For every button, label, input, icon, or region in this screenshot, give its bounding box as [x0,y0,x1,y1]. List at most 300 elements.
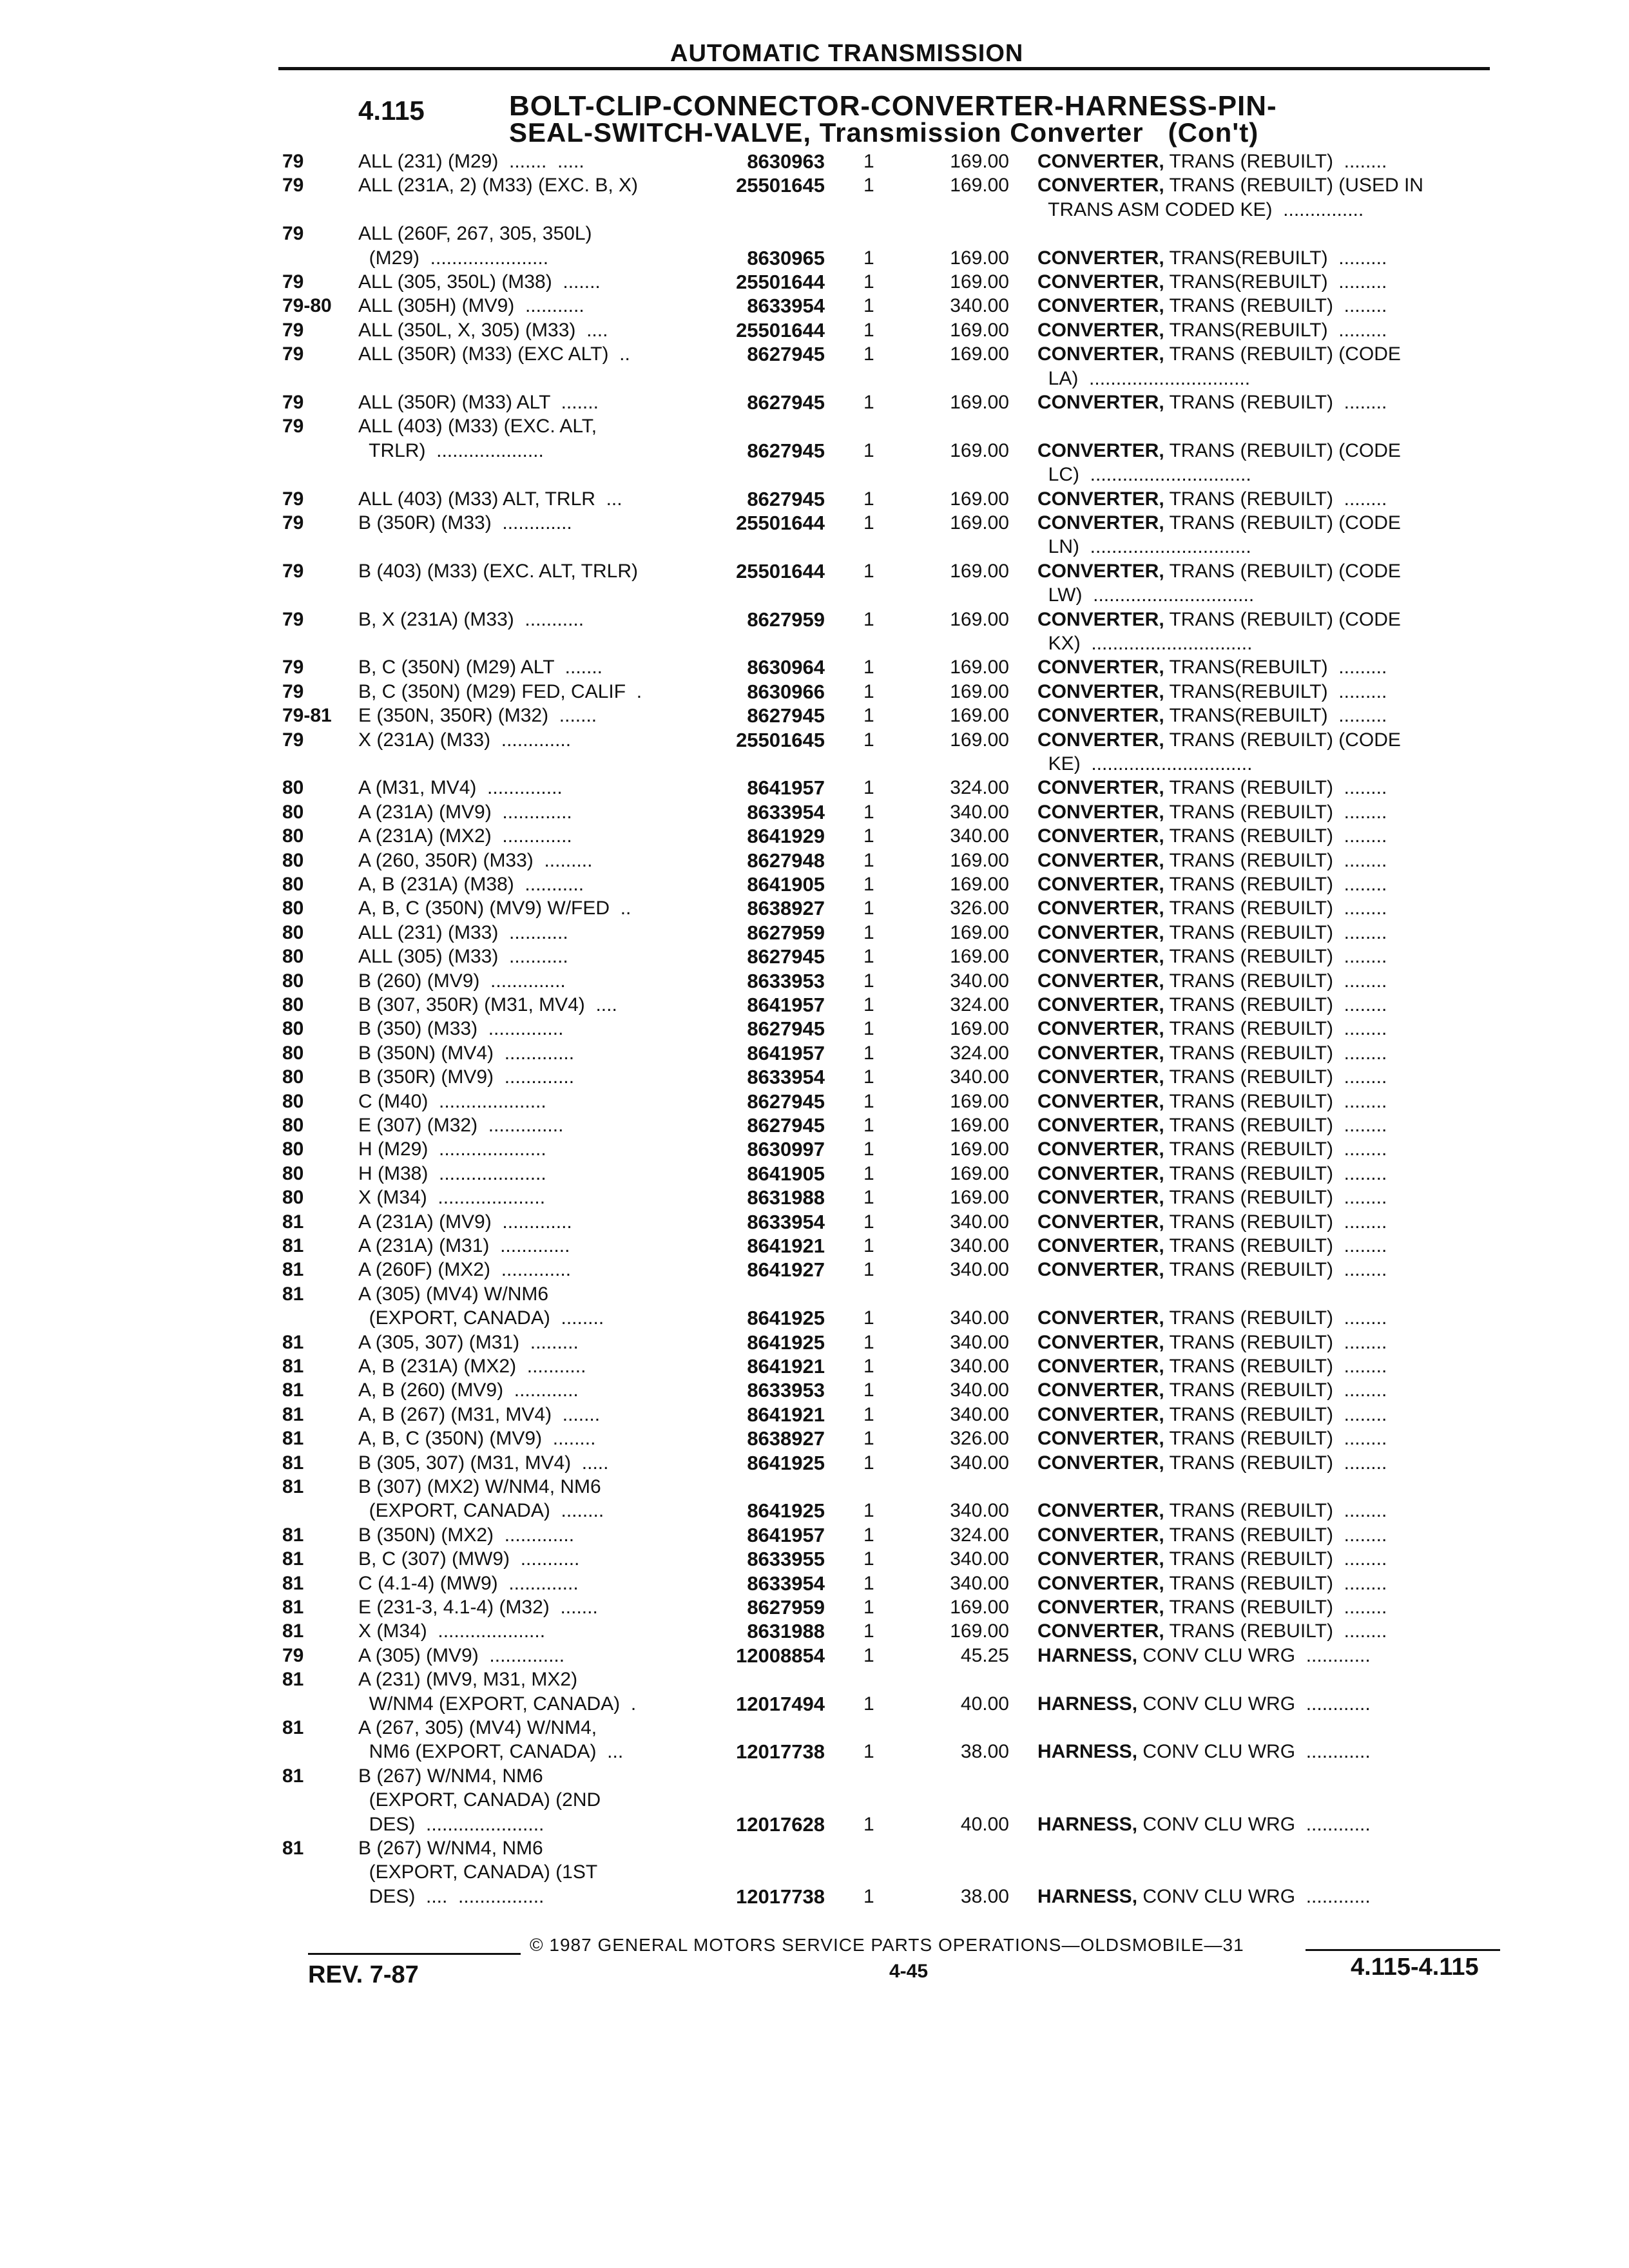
part-name-bold: CONVERTER, [1037,247,1164,269]
application-cell: ALL (231) (M33) ........... [358,922,568,943]
application-cell: (EXPORT, CANADA) (2ND [358,1789,601,1811]
description-cell: CONVERTER, TRANS (REBUILT) (CODE [1037,609,1401,630]
quantity-cell: 1 [863,609,874,630]
part-name-bold: CONVERTER, [1037,657,1164,678]
quantity-cell: 1 [863,1452,874,1474]
section-title-line2-rest: Transmission Converter [811,117,1144,148]
quantity-cell: 1 [863,295,874,316]
year-cell: 79 [282,392,304,413]
part-name-bold: CONVERTER, [1037,1235,1164,1256]
description-cell: CONVERTER, TRANS (REBUILT) ........ [1037,1548,1387,1570]
part-name-bold: CONVERTER, [1037,320,1164,341]
year-cell: 80 [282,802,304,823]
year-cell: 79 [282,416,304,437]
description-cell: CONVERTER, TRANS (REBUILT) ........ [1037,1597,1387,1618]
section-number: 4.115 [358,95,425,126]
price-cell: 38.00 [960,1886,1009,1907]
part-name-bold: CONVERTER, [1037,946,1164,967]
description-cell: CONVERTER, TRANS (REBUILT) ........ [1037,1620,1387,1642]
year-cell: 81 [282,1669,304,1690]
description-cell: CONVERTER, TRANS (REBUILT) (CODE [1037,440,1401,461]
price-cell: 169.00 [950,343,1009,365]
application-cell: A (231A) (MV9) ............. [358,1211,572,1233]
year-cell: 81 [282,1838,304,1859]
price-cell: 38.00 [960,1741,1009,1762]
price-cell: 169.00 [950,1163,1009,1184]
year-cell: 81 [282,1765,304,1787]
price-cell: 169.00 [950,1115,1009,1136]
part-number-cell: 8630964 [747,656,825,678]
application-cell: A, B, C (350N) (MV9) ........ [358,1428,596,1449]
description-cell: CONVERTER, TRANS (REBUILT) ........ [1037,874,1387,895]
application-cell: A (305) (MV4) W/NM6 [358,1283,549,1305]
part-name-bold: CONVERTER, [1037,440,1164,461]
application-cell: A, B (260) (MV9) ............ [358,1379,579,1401]
quantity-cell: 1 [863,271,874,293]
price-cell: 169.00 [950,681,1009,702]
application-cell: C (M40) .................... [358,1091,546,1112]
year-cell: 79 [282,175,304,196]
part-name-bold: CONVERTER, [1037,970,1164,992]
year-cell: 80 [282,1043,304,1064]
application-cell: (EXPORT, CANADA) ........ [358,1307,604,1329]
quantity-cell: 1 [863,151,874,172]
price-cell: 169.00 [950,1018,1009,1039]
quantity-cell: 1 [863,1235,874,1256]
year-cell: 81 [282,1620,304,1642]
part-number-cell: 8633953 [747,970,825,992]
part-number-cell: 8638927 [747,897,825,919]
part-number-cell: 8633954 [747,1572,825,1595]
price-cell: 40.00 [960,1693,1009,1715]
part-name-bold: CONVERTER, [1037,1066,1164,1088]
year-cell: 81 [282,1452,304,1474]
price-cell: 169.00 [950,609,1009,630]
part-number-cell: 25501644 [736,560,825,582]
price-cell: 326.00 [950,898,1009,919]
application-cell: (EXPORT, CANADA) (1ST [358,1861,598,1883]
quantity-cell: 1 [863,705,874,726]
part-number-cell: 8641925 [747,1452,825,1474]
part-name-bold: CONVERTER, [1037,874,1164,895]
price-cell: 340.00 [950,970,1009,992]
quantity-cell: 1 [863,1139,874,1160]
quantity-cell: 1 [863,1018,874,1039]
price-cell: 169.00 [950,175,1009,196]
part-name-bold: CONVERTER, [1037,175,1164,196]
application-cell: B, C (307) (MW9) ........... [358,1548,580,1570]
year-cell: 79 [282,681,304,702]
application-cell: A (267, 305) (MV4) W/NM4, [358,1717,597,1738]
description-cell: CONVERTER, TRANS (REBUILT) (CODE [1037,343,1401,365]
quantity-cell: 1 [863,825,874,847]
quantity-cell: 1 [863,1066,874,1088]
price-cell: 169.00 [950,1620,1009,1642]
quantity-cell: 1 [863,1814,874,1835]
quantity-cell: 1 [863,1693,874,1715]
price-cell: 340.00 [950,1235,1009,1256]
quantity-cell: 1 [863,392,874,413]
part-name-bold: CONVERTER, [1037,705,1164,726]
application-cell: ALL (403) (M33) (EXC. ALT, [358,416,597,437]
part-name-bold: HARNESS, [1037,1741,1138,1762]
year-cell: 79-81 [282,705,332,726]
part-number-cell: 25501644 [736,271,825,293]
price-cell: 340.00 [950,1307,1009,1329]
quantity-cell: 1 [863,1645,874,1666]
description-cell: TRANS ASM CODED KE) ............... [1037,199,1364,220]
description-cell: CONVERTER, TRANS (REBUILT) (USED IN [1037,175,1423,196]
description-cell: CONVERTER, TRANS (REBUILT) ........ [1037,1452,1387,1474]
description-cell: HARNESS, CONV CLU WRG ............ [1037,1886,1371,1907]
part-number-cell: 8627945 [747,391,825,414]
section-title-line2-bold: SEAL-SWITCH-VALVE, [509,117,812,148]
year-cell: 80 [282,898,304,919]
price-cell: 169.00 [950,1091,1009,1112]
application-cell: B (350R) (MV9) ............. [358,1066,575,1088]
part-number-cell: 8627945 [747,343,825,365]
part-number-cell: 8633953 [747,1379,825,1401]
quantity-cell: 1 [863,175,874,196]
description-cell: CONVERTER, TRANS (REBUILT) ........ [1037,392,1387,413]
part-number-cell: 8638927 [747,1427,825,1450]
description-cell: CONVERTER, TRANS (REBUILT) (CODE [1037,512,1401,533]
quantity-cell: 1 [863,1259,874,1280]
application-cell: ALL (305H) (MV9) ........... [358,295,584,316]
part-name-bold: CONVERTER, [1037,802,1164,823]
part-name-bold: CONVERTER, [1037,343,1164,365]
description-cell: CONVERTER, TRANS (REBUILT) ........ [1037,1043,1387,1064]
price-cell: 169.00 [950,440,1009,461]
year-cell: 81 [282,1283,304,1305]
year-cell: 80 [282,922,304,943]
copyright-text: © 1987 GENERAL MOTORS SERVICE PARTS OPERATIONS—OLDSMOBILE—31 [530,1935,1244,1955]
quantity-cell: 1 [863,488,874,510]
application-cell: B (260) (MV9) .............. [358,970,566,992]
year-cell: 81 [282,1597,304,1618]
part-name-bold: HARNESS, [1037,1886,1138,1907]
part-name-bold: CONVERTER, [1037,1428,1164,1449]
description-cell: CONVERTER, TRANS(REBUILT) ......... [1037,271,1387,293]
application-cell: X (231A) (M33) ............. [358,729,572,751]
description-cell: CONVERTER, TRANS(REBUILT) ......... [1037,681,1387,702]
part-name-bold: CONVERTER, [1037,1259,1164,1280]
part-number-cell: 8641925 [747,1307,825,1329]
price-cell: 169.00 [950,657,1009,678]
description-cell: CONVERTER, TRANS (REBUILT) (CODE [1037,729,1401,751]
part-number-cell: 8627945 [747,1090,825,1113]
description-cell: CONVERTER, TRANS (REBUILT) ........ [1037,970,1387,992]
quantity-cell: 1 [863,1163,874,1184]
price-cell: 169.00 [950,729,1009,751]
application-cell: B (350) (M33) .............. [358,1018,564,1039]
application-cell: W/NM4 (EXPORT, CANADA) . [358,1693,637,1715]
year-cell: 80 [282,1163,304,1184]
page-heading: AUTOMATIC TRANSMISSION [670,40,1024,67]
price-cell: 169.00 [950,247,1009,269]
part-number-cell: 8627948 [747,849,825,872]
part-number-cell: 8630966 [747,680,825,703]
description-cell: CONVERTER, TRANS (REBUILT) ........ [1037,1259,1387,1280]
application-cell: H (M38) .................... [358,1163,546,1184]
year-cell: 79 [282,151,304,172]
part-name-bold: CONVERTER, [1037,681,1164,702]
description-cell: HARNESS, CONV CLU WRG ............ [1037,1814,1371,1835]
part-number-cell: 8641905 [747,873,825,896]
description-cell: CONVERTER, TRANS (REBUILT) ........ [1037,1332,1387,1353]
price-cell: 340.00 [950,295,1009,316]
quantity-cell: 1 [863,1115,874,1136]
year-cell: 79 [282,729,304,751]
description-cell: CONVERTER, TRANS (REBUILT) ........ [1037,1524,1387,1546]
price-cell: 324.00 [950,994,1009,1015]
price-cell: 340.00 [950,1211,1009,1233]
quantity-cell: 1 [863,1043,874,1064]
price-cell: 340.00 [950,1356,1009,1377]
part-number-cell: 8641921 [747,1403,825,1426]
year-cell: 80 [282,1115,304,1136]
application-cell: A (231A) (M31) ............. [358,1235,570,1256]
application-cell: B (350N) (MV4) ............. [358,1043,575,1064]
application-cell: A (260F) (MX2) ............. [358,1259,572,1280]
application-cell: X (M34) .................... [358,1620,546,1642]
application-cell: B, C (350N) (M29) FED, CALIF . [358,681,642,702]
part-name-bold: CONVERTER, [1037,922,1164,943]
price-cell: 169.00 [950,874,1009,895]
year-cell: 81 [282,1259,304,1280]
part-name-bold: CONVERTER, [1037,1452,1164,1474]
description-cell: LA) .............................. [1037,368,1251,389]
year-cell: 80 [282,994,304,1015]
price-cell: 340.00 [950,1452,1009,1474]
description-cell: HARNESS, CONV CLU WRG ............ [1037,1693,1371,1715]
description-cell: CONVERTER, TRANS(REBUILT) ......... [1037,705,1387,726]
description-cell: CONVERTER, TRANS(REBUILT) ......... [1037,320,1387,341]
application-cell: ALL (305, 350L) (M38) ....... [358,271,601,293]
part-name-bold: CONVERTER, [1037,512,1164,533]
description-cell: CONVERTER, TRANS (REBUILT) ........ [1037,898,1387,919]
part-number-cell: 8627945 [747,488,825,510]
application-cell: ALL (350L, X, 305) (M33) .... [358,320,608,341]
year-cell: 79 [282,320,304,341]
price-cell: 340.00 [950,1548,1009,1570]
part-name-bold: CONVERTER, [1037,1573,1164,1594]
description-cell: CONVERTER, TRANS (REBUILT) ........ [1037,946,1387,967]
quantity-cell: 1 [863,777,874,798]
price-cell: 340.00 [950,802,1009,823]
description-cell: CONVERTER, TRANS (REBUILT) ........ [1037,922,1387,943]
year-cell: 81 [282,1428,304,1449]
description-cell: CONVERTER, TRANS (REBUILT) ........ [1037,1091,1387,1112]
quantity-cell: 1 [863,946,874,967]
part-name-bold: CONVERTER, [1037,151,1164,172]
part-number-cell: 8633954 [747,801,825,823]
part-number-cell: 8633954 [747,294,825,317]
price-cell: 169.00 [950,1597,1009,1618]
price-cell: 169.00 [950,1139,1009,1160]
part-number-cell: 8641957 [747,994,825,1016]
application-cell: B, X (231A) (M33) ........... [358,609,584,630]
price-cell: 169.00 [950,512,1009,533]
part-name-bold: CONVERTER, [1037,1356,1164,1377]
price-cell: 169.00 [950,488,1009,510]
quantity-cell: 1 [863,1211,874,1233]
part-name-bold: HARNESS, [1037,1645,1138,1666]
price-cell: 169.00 [950,392,1009,413]
description-cell: KE) .............................. [1037,753,1253,774]
application-cell: TRLR) .................... [358,440,544,461]
application-cell: B, C (350N) (M29) ALT ....... [358,657,602,678]
revision-label: REV. 7-87 [308,1961,419,1988]
year-cell: 79 [282,512,304,533]
year-cell: 80 [282,1139,304,1160]
part-number-cell: 25501645 [736,174,825,197]
description-cell: CONVERTER, TRANS (REBUILT) ........ [1037,1018,1387,1039]
part-number-cell: 8641957 [747,1042,825,1064]
page-number: 4-45 [889,1961,929,1982]
application-cell: B (267) W/NM4, NM6 [358,1765,543,1787]
description-cell: LW) .............................. [1037,584,1255,606]
quantity-cell: 1 [863,994,874,1015]
application-cell: ALL (403) (M33) ALT, TRLR ... [358,488,622,510]
price-cell: 324.00 [950,1043,1009,1064]
application-cell: B (350R) (M33) ............. [358,512,572,533]
year-cell: 80 [282,1091,304,1112]
application-cell: ALL (350R) (M33) ALT ....... [358,392,599,413]
application-cell: ALL (260F, 267, 305, 350L) [358,223,592,244]
year-cell: 81 [282,1235,304,1256]
quantity-cell: 1 [863,561,874,582]
application-cell: A (231) (MV9, M31, MX2) [358,1669,578,1690]
application-cell: NM6 (EXPORT, CANADA) ... [358,1741,624,1762]
part-number-cell: 12017738 [736,1885,825,1908]
quantity-cell: 1 [863,922,874,943]
description-cell: CONVERTER, TRANS (REBUILT) ........ [1037,295,1387,316]
quantity-cell: 1 [863,1091,874,1112]
part-number-cell: 8627945 [747,439,825,462]
part-number-cell: 8630997 [747,1138,825,1160]
quantity-cell: 1 [863,729,874,751]
quantity-cell: 1 [863,1500,874,1521]
application-cell: A (M31, MV4) .............. [358,777,563,798]
description-cell: CONVERTER, TRANS (REBUILT) ........ [1037,1211,1387,1233]
price-cell: 169.00 [950,151,1009,172]
part-number-cell: 12017494 [736,1693,825,1715]
application-cell: A (260, 350R) (M33) ......... [358,850,593,871]
application-cell: (EXPORT, CANADA) ........ [358,1500,604,1521]
quantity-cell: 1 [863,1428,874,1449]
year-cell: 81 [282,1379,304,1401]
year-cell: 80 [282,1066,304,1088]
part-name-bold: CONVERTER, [1037,729,1164,751]
application-cell: A (231A) (MX2) ............. [358,825,572,847]
year-cell: 81 [282,1548,304,1570]
year-cell: 81 [282,1717,304,1738]
part-number-cell: 8641921 [747,1355,825,1378]
price-cell: 324.00 [950,777,1009,798]
application-cell: (M29) ...................... [358,247,549,269]
part-name-bold: CONVERTER, [1037,1524,1164,1546]
price-cell: 340.00 [950,1379,1009,1401]
quantity-cell: 1 [863,802,874,823]
quantity-cell: 1 [863,1307,874,1329]
year-cell: 79 [282,271,304,293]
year-cell: 81 [282,1332,304,1353]
description-cell: KX) .............................. [1037,633,1253,654]
application-cell: B (307) (MX2) W/NM4, NM6 [358,1476,601,1497]
year-cell: 80 [282,1018,304,1039]
application-cell: B (267) W/NM4, NM6 [358,1838,543,1859]
part-name-bold: CONVERTER, [1037,1187,1164,1208]
price-cell: 169.00 [950,946,1009,967]
quantity-cell: 1 [863,1597,874,1618]
quantity-cell: 1 [863,1187,874,1208]
year-cell: 79 [282,561,304,582]
price-cell: 340.00 [950,1500,1009,1521]
description-cell: CONVERTER, TRANS (REBUILT) ........ [1037,1066,1387,1088]
quantity-cell: 1 [863,850,874,871]
part-name-bold: CONVERTER, [1037,777,1164,798]
price-cell: 340.00 [950,825,1009,847]
part-name-bold: CONVERTER, [1037,1379,1164,1401]
part-number-cell: 8633954 [747,1211,825,1233]
quantity-cell: 1 [863,1332,874,1353]
description-cell: CONVERTER, TRANS (REBUILT) ........ [1037,1500,1387,1521]
quantity-cell: 1 [863,1524,874,1546]
quantity-cell: 1 [863,657,874,678]
year-cell: 79 [282,657,304,678]
description-cell: CONVERTER, TRANS (REBUILT) ........ [1037,1428,1387,1449]
part-name-bold: CONVERTER, [1037,295,1164,316]
application-cell: A, B (231A) (MX2) ........... [358,1356,586,1377]
application-cell: B (403) (M33) (EXC. ALT, TRLR) [358,561,639,582]
part-name-bold: CONVERTER, [1037,1307,1164,1329]
part-number-cell: 8633955 [747,1548,825,1570]
quantity-cell: 1 [863,898,874,919]
part-number-cell: 8627959 [747,608,825,631]
part-name-bold: CONVERTER, [1037,1597,1164,1618]
description-cell: CONVERTER, TRANS (REBUILT) ........ [1037,802,1387,823]
year-cell: 81 [282,1524,304,1546]
description-cell: CONVERTER, TRANS (REBUILT) ........ [1037,1356,1387,1377]
description-cell: CONVERTER, TRANS (REBUILT) ........ [1037,1163,1387,1184]
description-cell: CONVERTER, TRANS (REBUILT) ........ [1037,488,1387,510]
price-cell: 169.00 [950,705,1009,726]
quantity-cell: 1 [863,1404,874,1425]
part-name-bold: CONVERTER, [1037,825,1164,847]
part-number-cell: 8641957 [747,1524,825,1546]
part-number-cell: 8627945 [747,704,825,727]
price-cell: 169.00 [950,850,1009,871]
year-cell: 81 [282,1356,304,1377]
description-cell: CONVERTER, TRANS (REBUILT) ........ [1037,850,1387,871]
part-name-bold: CONVERTER, [1037,1404,1164,1425]
quantity-cell: 1 [863,512,874,533]
part-number-cell: 12008854 [736,1644,825,1667]
application-cell: DES) .... ................ [358,1886,545,1907]
part-number-cell: 12017628 [736,1813,825,1836]
description-cell: CONVERTER, TRANS (REBUILT) ........ [1037,1187,1387,1208]
quantity-cell: 1 [863,247,874,269]
description-cell: CONVERTER, TRANS (REBUILT) ........ [1037,825,1387,847]
description-cell: CONVERTER, TRANS (REBUILT) ........ [1037,777,1387,798]
part-name-bold: CONVERTER, [1037,1115,1164,1136]
part-number-cell: 8630963 [747,150,825,173]
description-cell: CONVERTER, TRANS (REBUILT) ........ [1037,151,1387,172]
description-cell: HARNESS, CONV CLU WRG ............ [1037,1741,1371,1762]
application-cell: C (4.1-4) (MW9) ............. [358,1573,579,1594]
part-number-cell: 8641905 [747,1162,825,1185]
